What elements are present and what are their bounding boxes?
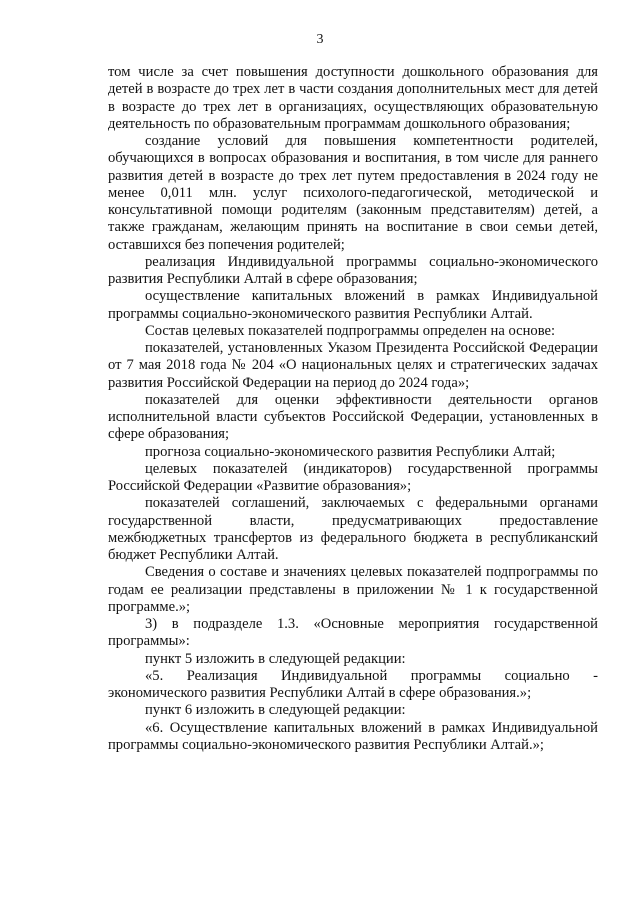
paragraph-12: 3) в подразделе 1.3. «Основные мероприятия государственной программы»: <box>108 616 598 650</box>
paragraph-9: целевых показателей (индикаторов) государственной программы Российской Федерации «Развитие образования»; <box>108 460 598 494</box>
paragraph-13: пункт 5 изложить в следующей редакции: <box>145 650 406 667</box>
paragraph-2: создание условий для повышения компетентности родителей, обучающихся в вопросах образования и воспитания, в том числе для раннего развития детей в возрасте до трех лет путем предоставления в 2024 году не менее 0,011 млн. услуг психолого-педагогической, методической и консультативной помощи родителям (законным представителям) детей, а также гражданам, желающим принять на воспитание в свои семьи детей, оставшихся без попечения родителей; <box>108 133 598 253</box>
paragraph-1: том числе за счет повышения доступности дошкольного образования для детей в возрасте до трех лет в части создания дополнительных мест для детей в возрасте до трех лет в организациях, осуществляющих образовательную деятельность по образовательным программам дошкольного образования; <box>108 64 598 132</box>
paragraph-5: Состав целевых показателей подпрограммы определен на основе: <box>145 322 556 339</box>
paragraph-10: показателей соглашений, заключаемых с федеральными органами государственной власти, предусматривающих предоставление межбюджетных трансфертов из федерального бюджета в республиканский бюджет Республики Алтай. <box>108 495 598 563</box>
document-body <box>108 64 598 754</box>
paragraph-3: реализация Индивидуальной программы социально-экономического развития Республики Алтай в сфере образования; <box>108 253 598 287</box>
paragraph-16: «6. Осуществление капитальных вложений в рамках Индивидуальной программы социально-экономического развития Республики Алтай.»; <box>108 719 598 753</box>
paragraph-11: Сведения о составе и значениях целевых показателей подпрограммы по годам ее реализации представлены в приложении № 1 к государственной программе.»; <box>108 564 598 615</box>
paragraph-15: пункт 6 изложить в следующей редакции: <box>145 702 406 719</box>
paragraph-14: «5. Реализация Индивидуальной программы социально - экономического развития Республики Алтай в сфере образования.»; <box>108 667 598 701</box>
paragraph-4: осуществление капитальных вложений в рамках Индивидуальной программы социально-экономического развития Республики Алтай. <box>108 288 598 322</box>
paragraph-7: показателей для оценки эффективности деятельности органов исполнительной власти субъектов Российской Федерации, установленных в сфере образования; <box>108 391 598 443</box>
paragraph-6: показателей, установленных Указом Президента Российской Федерации от 7 мая 2018 года № 204 «О национальных целях и стратегических задачах развития Российской Федерации на период до 2024 года»; <box>108 340 598 391</box>
paragraph-8: прогноза социально-экономического развития Республики Алтай; <box>145 443 556 460</box>
page-number: 3 <box>316 32 324 47</box>
